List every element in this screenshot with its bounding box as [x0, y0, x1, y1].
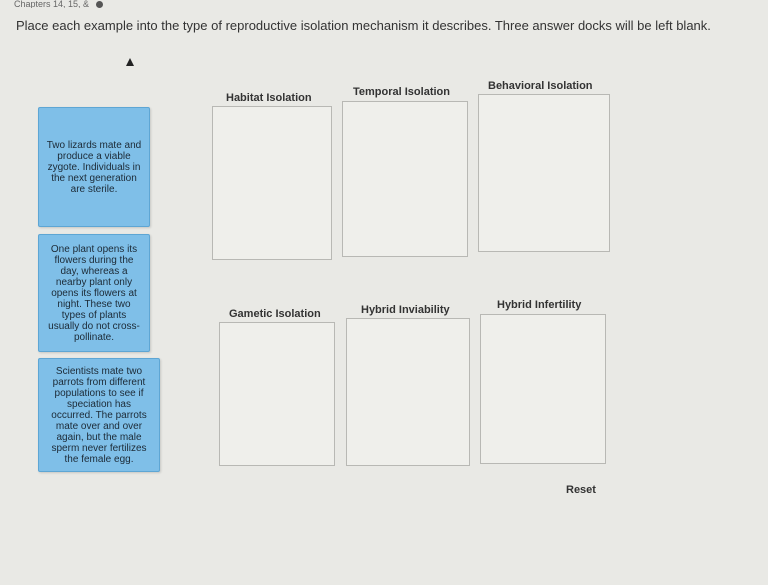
example-card-lizards[interactable]: [38, 107, 150, 227]
reset-button[interactable]: Reset: [566, 484, 596, 496]
example-card-plants[interactable]: [38, 234, 150, 352]
chevron-down-icon[interactable]: [96, 1, 103, 8]
example-card-text: Two lizards mate and produce a viable zygote. Individuals in the next generation are sterile.: [46, 139, 142, 195]
dock-behavioral-isolation[interactable]: [478, 94, 610, 252]
dock-hybrid-inviability[interactable]: [346, 318, 470, 466]
dock-temporal-isolation[interactable]: [342, 101, 468, 257]
dock-habitat-isolation[interactable]: [212, 106, 332, 260]
instruction-text: Place each example into the type of reproductive isolation mechanism it describes. Three answer docks will be left blank.: [16, 18, 711, 33]
mouse-cursor-icon: [126, 58, 134, 66]
dock-hybrid-infertility[interactable]: [480, 314, 606, 464]
dock-gametic-isolation[interactable]: [219, 322, 335, 466]
example-card-text: One plant opens its flowers during the day, whereas a nearby plant only opens its flowers at night. These two types of plants usually do not cross-pollinate.: [48, 243, 140, 343]
example-card-text: Scientists mate two parrots from different populations to see if speciation has occurred. The parrots mate over and over again, but the male sperm never fertilizes the female egg.: [51, 365, 147, 465]
dock-label-temporal: Temporal Isolation: [353, 86, 450, 98]
example-card-parrots[interactable]: [38, 358, 160, 472]
dock-label-gametic: Gametic Isolation: [229, 308, 321, 320]
dock-label-inviability: Hybrid Inviability: [361, 304, 450, 316]
dock-label-infertility: Hybrid Infertility: [497, 299, 582, 311]
chapters-breadcrumb: [0, 0, 768, 8]
dock-label-behavioral: Behavioral Isolation: [488, 80, 593, 92]
chapters-text: Chapters 14, 15, &: [14, 0, 90, 8]
dock-label-habitat: Habitat Isolation: [226, 92, 312, 104]
